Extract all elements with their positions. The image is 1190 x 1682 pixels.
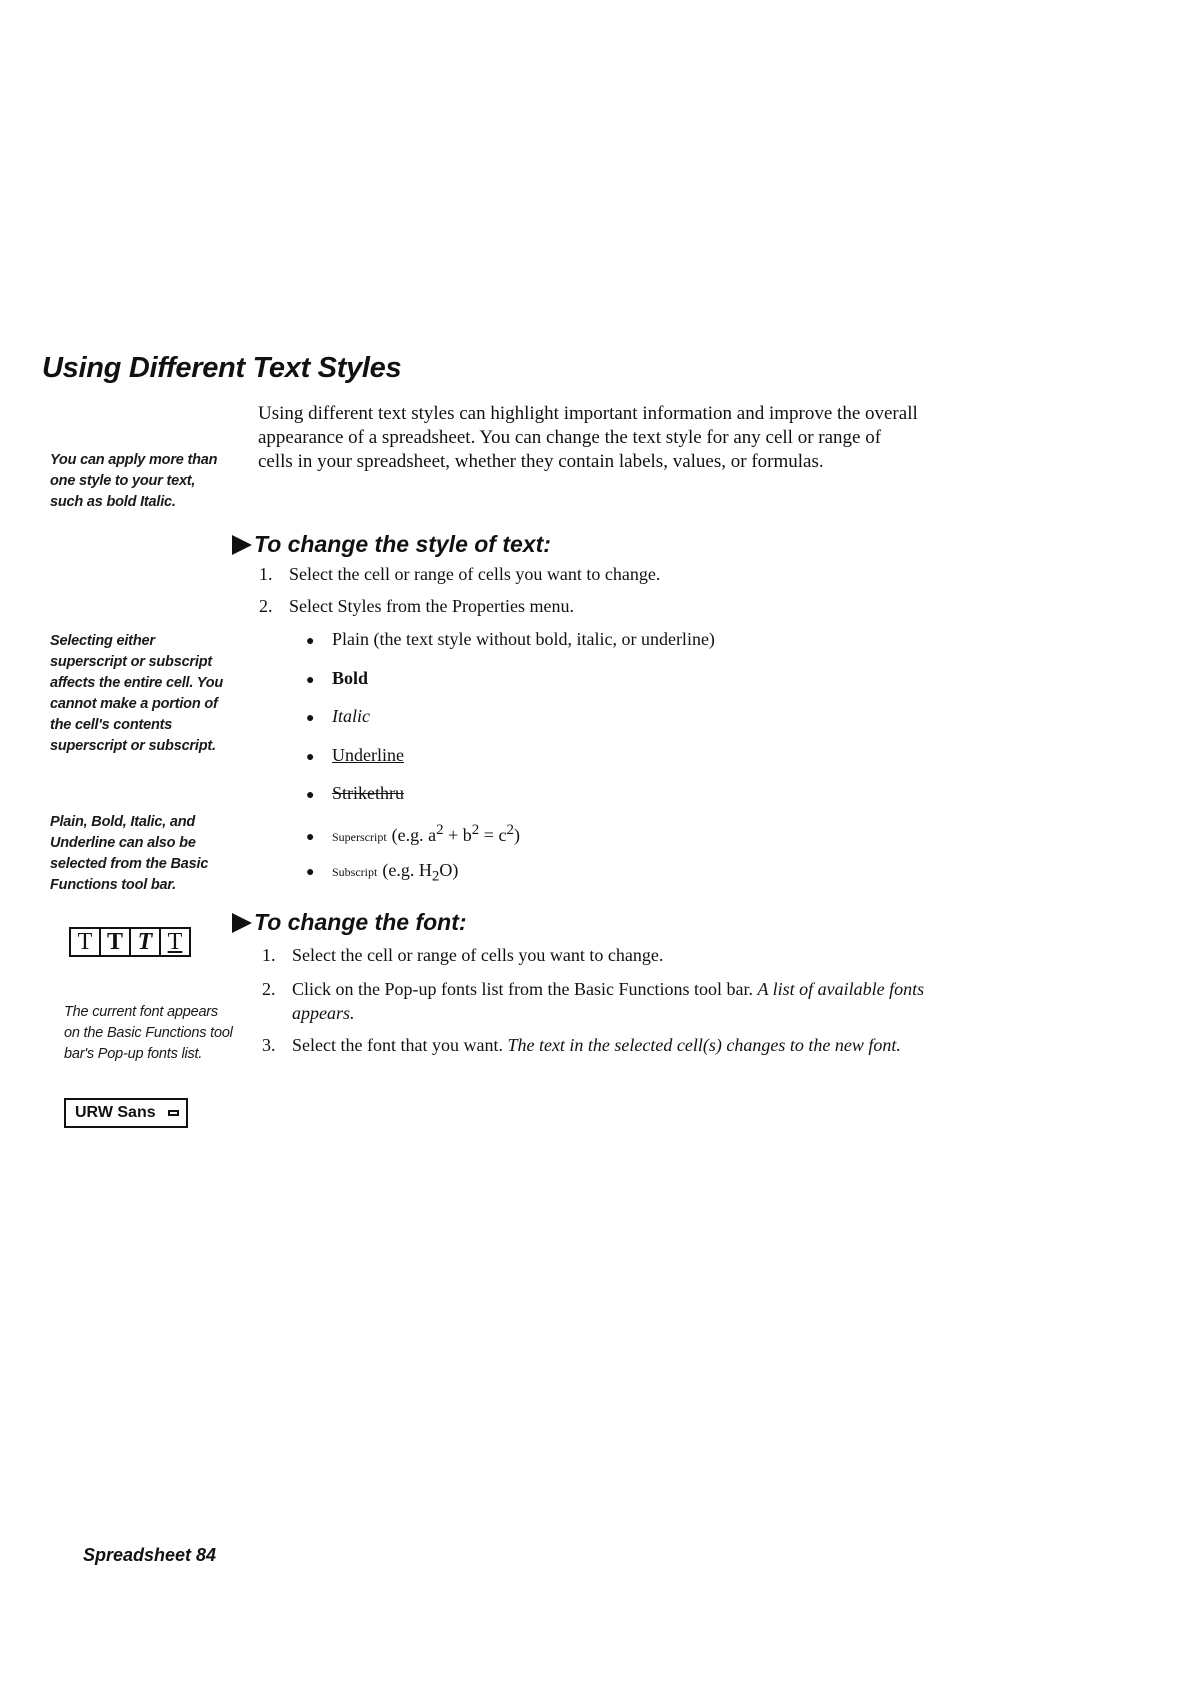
section-heading-style-text: To change the style of text: bbox=[254, 531, 551, 557]
section-heading-style bbox=[232, 531, 551, 558]
style-underline: Underline bbox=[332, 744, 404, 765]
sidebar-note-multiple-styles bbox=[50, 450, 225, 513]
step-number: 3. bbox=[262, 1035, 276, 1055]
list-item bbox=[306, 629, 926, 668]
bold-text-button[interactable]: T bbox=[101, 929, 131, 955]
list-item bbox=[306, 706, 926, 745]
step-text: Click on the Pop-up fonts list from the Basic Functions tool bar. A list of available fonts appears. bbox=[292, 979, 925, 1023]
sidebar-note-emphasis: bold Italic. bbox=[106, 494, 176, 510]
style-steps-list bbox=[259, 564, 919, 617]
list-item bbox=[306, 745, 926, 784]
underline-text-button[interactable]: T bbox=[167, 928, 183, 955]
list-item bbox=[262, 943, 942, 967]
step-result: The text in the selected cell(s) changes to the new font. bbox=[507, 1035, 901, 1055]
style-bold: Bold bbox=[332, 667, 369, 688]
step-text: Select the font that you want. The text in the selected cell(s) changes to the new font. bbox=[292, 1035, 901, 1055]
popup-menu-icon bbox=[168, 1110, 179, 1116]
list-item bbox=[306, 860, 926, 899]
list-item bbox=[259, 596, 919, 617]
superscript-example: (e.g. $a^2 + b^2 = c^2$) bbox=[391, 821, 520, 845]
subscript-example: (e.g. $H_2O$) bbox=[382, 860, 459, 885]
sidebar-note-current-font: The current font appears on the Basic Functions tool bar's Pop-up fonts list. bbox=[64, 1004, 233, 1062]
bullet-icon: ● bbox=[306, 711, 315, 726]
step-result: A list of available fonts appears. bbox=[292, 979, 925, 1023]
sidebar-note-toolbar: Plain, Bold, Italic, and Underline can also be selected from the Basic Functions tool bar. bbox=[50, 814, 209, 893]
bullet-icon: ● bbox=[306, 865, 315, 880]
step-text: Select the cell or range of cells you want to change. bbox=[289, 564, 661, 584]
step-number: 1. bbox=[262, 945, 276, 965]
sidebar-note-superscript: Selecting either superscript or subscript affects the entire cell. You cannot make a portion of the cell's contents superscript or subscript. bbox=[50, 633, 224, 754]
plain-text-button[interactable]: T bbox=[71, 929, 101, 955]
section-heading-font-text: To change the font: bbox=[254, 909, 467, 935]
bullet-icon: ● bbox=[306, 634, 315, 649]
step-number: 2. bbox=[262, 979, 276, 999]
styles-list bbox=[306, 629, 926, 899]
page-title: Using Different Text Styles bbox=[42, 352, 402, 384]
style-plain: Plain (the text style without bold, italic, or underline) bbox=[332, 629, 715, 649]
bullet-icon: ● bbox=[306, 672, 315, 688]
section-heading-font bbox=[232, 909, 467, 936]
font-popup-value: URW Sans bbox=[75, 1104, 156, 1121]
arrow-right-icon bbox=[232, 913, 252, 933]
page-footer: Spreadsheet 84 bbox=[83, 1545, 217, 1565]
list-item bbox=[306, 668, 926, 707]
list-item bbox=[306, 822, 926, 861]
bullet-icon: ● bbox=[306, 829, 315, 845]
list-item bbox=[259, 564, 919, 596]
style-superscript-label: Superscript bbox=[332, 829, 387, 844]
list-item bbox=[262, 977, 942, 1025]
style-subscript-label: Subscript bbox=[332, 865, 378, 879]
step-number: 2. bbox=[259, 596, 273, 616]
sidebar-note-text: You can apply more than one style to your text, such as bbox=[50, 452, 218, 510]
style-italic: Italic bbox=[332, 706, 370, 726]
list-item bbox=[306, 783, 926, 822]
style-strikethru: Strikethru bbox=[332, 783, 404, 803]
bullet-icon: ● bbox=[306, 749, 315, 765]
font-popup-list[interactable] bbox=[64, 1098, 188, 1128]
italic-text-button[interactable]: T bbox=[131, 929, 161, 955]
bullet-icon: ● bbox=[306, 788, 315, 803]
step-text: Select Styles from the Properties menu. bbox=[289, 596, 574, 616]
intro-paragraph: Using different text styles can highlight important information and improve the overall appearance of a spreadsheet. You can change the text style for any cell or range of cells in your spreadsheet, whether they contain labels, values, or formulas. bbox=[258, 403, 918, 472]
step-text: Select the cell or range of cells you want to change. bbox=[292, 945, 664, 965]
arrow-right-icon bbox=[232, 535, 252, 555]
list-item bbox=[262, 1033, 942, 1057]
font-steps-list bbox=[262, 943, 942, 1057]
style-toolbar-buttons bbox=[69, 927, 191, 957]
step-number: 1. bbox=[259, 564, 273, 584]
